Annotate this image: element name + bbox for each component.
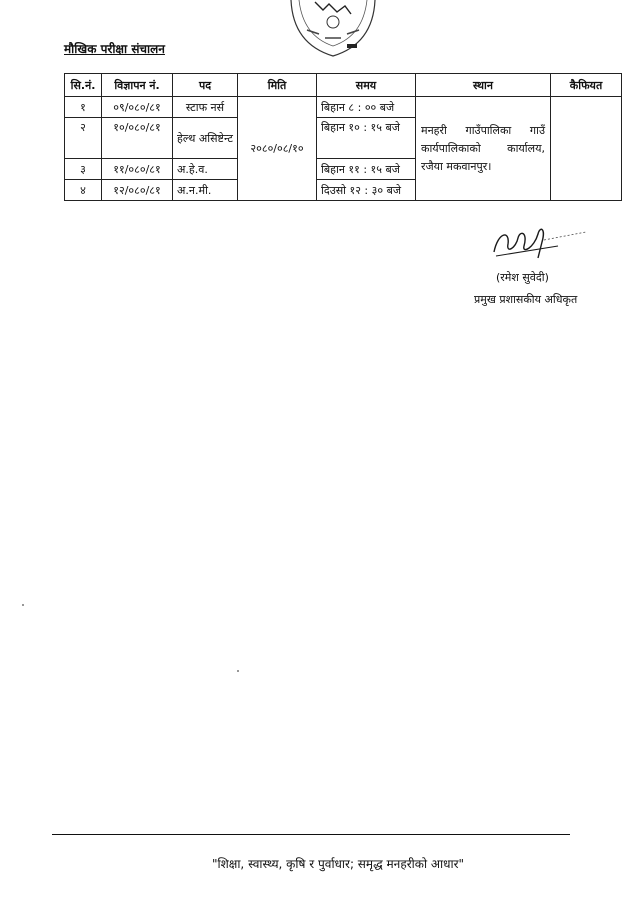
section-title: मौखिक परीक्षा संचालन [64,42,165,56]
location-cell: मनहरी गाउँपालिका गाउँ कार्यपालिकाको कार्यालय, रजैया मकवानपुर। [416,97,551,201]
col-post-header: पद [173,74,238,97]
date-cell: २०८०/०८/१० [238,97,317,201]
col-time-header: समय [317,74,416,97]
municipality-seal [285,0,381,60]
scan-speck [22,604,24,606]
col-remarks-header: कैफियत [551,74,622,97]
time-cell: बिहान ८ : ०० बजे [317,97,416,118]
table-header-row [65,74,622,97]
table-row [65,97,622,118]
time-cell: बिहान १० : १५ बजे [317,118,416,159]
motto-text: "शिक्षा, स्वास्थ्य, कृषि र पुर्वाधार; समृद्ध मनहरीको आधार" [211,857,465,871]
advertisement-cell: ०९/०८०/८१ [102,97,173,118]
remarks-cell [551,97,622,201]
time-cell: दिउसो १२ : ३० बजे [317,180,416,201]
col-serial-header: सि.नं. [65,74,102,97]
col-date-header: मिति [238,74,317,97]
serial-cell: १ [65,97,102,118]
post-cell: हेल्थ असिष्टेन्ट [173,118,238,159]
advertisement-cell: ११/०८०/८१ [102,159,173,180]
col-location-header: स्थान [416,74,551,97]
serial-cell: २ [65,118,102,159]
scan-speck [237,670,239,672]
serial-cell: ३ [65,159,102,180]
signatory-designation: प्रमुख प्रशासकीय अधिकृत [474,293,578,306]
col-advertisement-header: विज्ञापन नं. [102,74,173,97]
signature-image [488,218,588,266]
time-cell: बिहान ११ : १५ बजे [317,159,416,180]
advertisement-cell: १२/०८०/८१ [102,180,173,201]
serial-cell: ४ [65,180,102,201]
interview-schedule-table [64,73,622,201]
post-cell: स्टाफ नर्स [173,97,238,118]
post-cell: अ.न.मी. [173,180,238,201]
footer-motto [0,855,636,872]
footer-divider [52,834,570,835]
post-cell: अ.हे.व. [173,159,238,180]
advertisement-cell: १०/०८०/८१ [102,118,173,159]
signatory-name: (रमेश सुवेदी) [496,271,549,284]
